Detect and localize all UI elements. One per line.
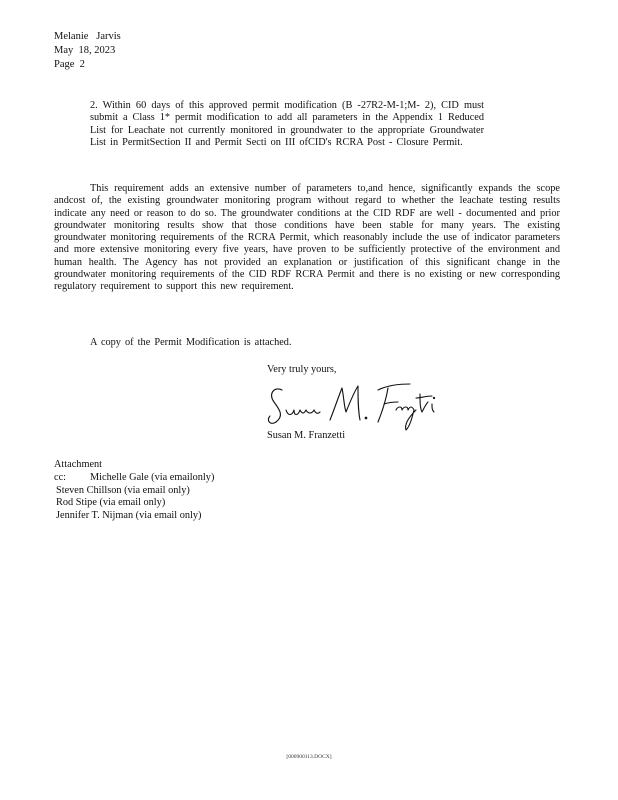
signer-name: Susan M. Franzetti xyxy=(267,430,346,441)
cc-row xyxy=(54,510,214,523)
letter-header xyxy=(54,30,121,72)
cc-label: cc: xyxy=(54,472,67,483)
cc-recipient: Jennifer T. Nijman (via email only) xyxy=(56,509,202,521)
paragraph-argument: This requirement adds an extensive number of parameters to,and hence, significantly expands the scope andcost of, the existing groundwater monitoring program without regard to whether the leachate testing results indicate any need or reason to do so. The groundwater conditions at the CID RDF are well - documented and prior groundwater monitoring results show that those conditions have been stable for many years. The existing groundwater monitoring requirements of the RCRA Permit, which reasonably include the use of indicator parameters and more extensive monitoring every five years, have proven to be sufficiently protective of the environment and human health. The Agency has not provided an explanation or justification of this significant change in the groundwater monitoring requirements of the CID RDF RCRA Permit and there is no existing or new corresponding regulatory requirement to support this new requirement. xyxy=(54,183,560,293)
cc-recipient: Michelle Gale (via emailonly) xyxy=(90,472,215,483)
handwritten-signature xyxy=(260,376,440,432)
letter-date: May 18, 2023 xyxy=(54,45,116,56)
recipient-name: Melanie Jarvis xyxy=(54,31,121,42)
paragraph-requirement-item: 2. Within 60 days of this approved permit modification (B -27R2-M-1;M- 2), CID must submit a Class 1* permit modification to add all parameters in the Appendix 1 Reduced List for Leachate not currently monitored in groundwater to the appropriate Groundwater List in PermitSection II and Permit Secti on III ofCID's RCRA Post - Closure Permit. xyxy=(90,100,484,148)
valediction: Very truly yours, xyxy=(267,364,337,375)
cc-recipient: Rod Stipe (via email only) xyxy=(56,497,166,508)
cc-list xyxy=(54,472,214,522)
cc-row-first xyxy=(54,472,214,485)
cc-recipient: Steven Chillson (via email only) xyxy=(56,484,190,496)
page-number: Page 2 xyxy=(54,59,85,70)
attachment-label: Attachment xyxy=(54,459,103,470)
document-id-footer: [000900113.DOCX] xyxy=(286,754,332,760)
cc-row xyxy=(54,497,214,510)
paragraph-attachment-note: A copy of the Permit Modification is attached. xyxy=(90,337,292,348)
cc-row xyxy=(54,485,214,498)
